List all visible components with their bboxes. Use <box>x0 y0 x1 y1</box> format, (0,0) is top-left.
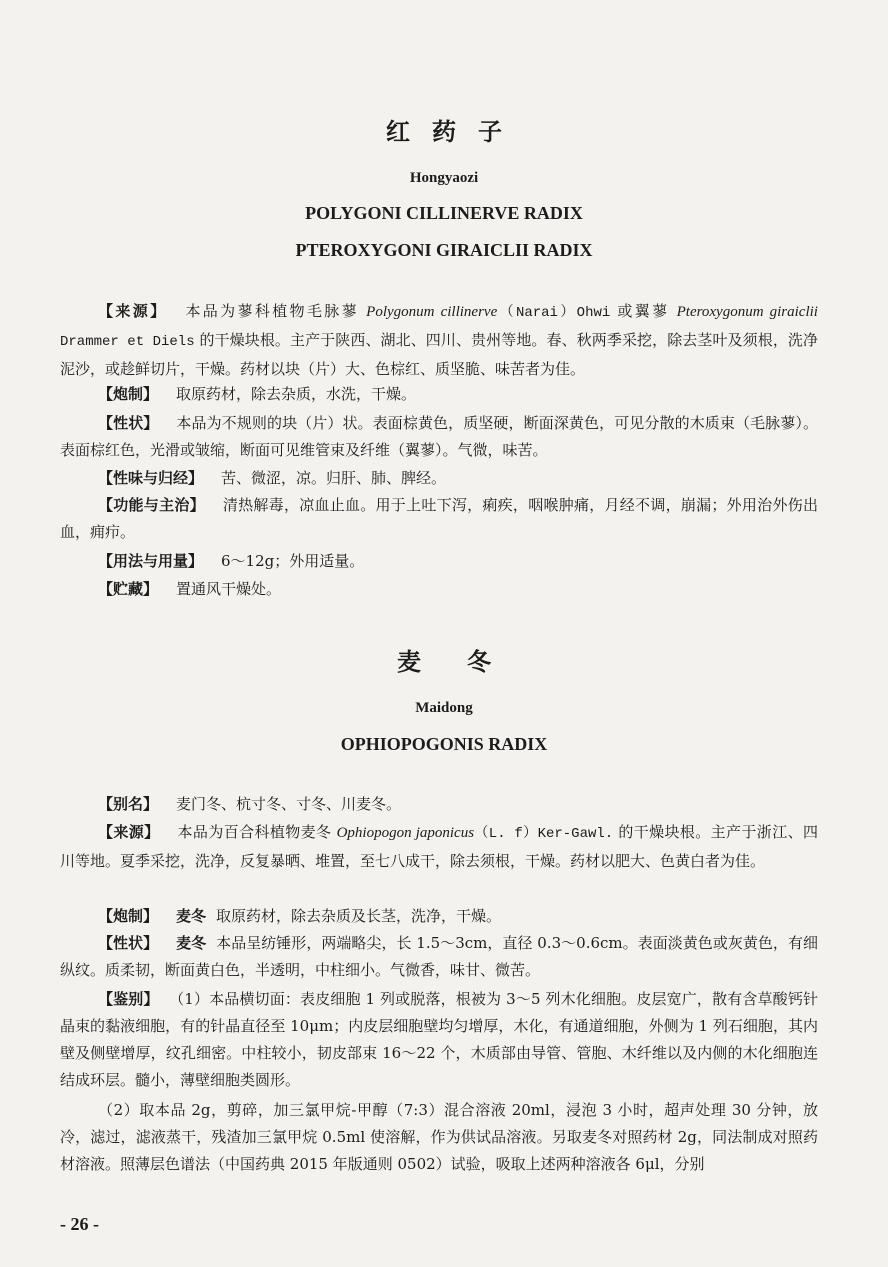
function-paragraph <box>60 492 818 546</box>
entry-pinyin: Maidong <box>415 700 473 716</box>
text: 的干燥块根。主产于陕西、湖北、四川、贵州等地。春、秋两季采挖，除去茎叶及须根，洗净泥沙，或趁鲜切片，干燥。药材以块（片）大、色棕红、质坚脆、味苦者为佳。 <box>60 331 819 378</box>
section-label: 【别名】 <box>98 795 159 813</box>
herb-name: 麦冬 <box>176 907 207 925</box>
section-label: 【贮藏】 <box>98 580 159 598</box>
text: （2）取本品 2g，剪碎，加三氯甲烷-甲醇（7:3）混合溶液 20ml，浸泡 3 小时，超声处理 30 分钟，放冷，滤过，滤液蒸干，残渣加三氯甲烷 0.5ml 使溶解，作为供试品溶液。另取麦冬对照药材 2g，同法制成对照药材溶液。照薄层色谱法（中国药典 2015 年版通则 0502）试验，吸取上述两种溶液各 6μl，分别 <box>60 1101 818 1173</box>
text: 或翼蓼 <box>610 302 677 320</box>
processing-paragraph <box>60 381 818 408</box>
section-label: 【炮制】 <box>98 907 159 925</box>
text: 6～12g；外用适量。 <box>221 552 365 570</box>
source-paragraph <box>60 819 818 875</box>
text: 取原药材，除去杂质及长茎，洗净，干燥。 <box>216 907 502 925</box>
alias-paragraph <box>60 791 818 818</box>
section-label: 【鉴别】 <box>98 990 159 1008</box>
text: 清热解毒，凉血止血。用于上吐下泻，痢疾，咽喉肿痛，月经不调，崩漏；外用治外伤出血，痈疖。 <box>60 496 818 541</box>
text: 本品为不规则的块（片）状。表面棕黄色，质坚硬，断面深黄色，可见分散的木质束（毛脉蓼）。表面棕红色，光滑或皱缩，断面可见维管束及纤维（翼蓼）。气微，味苦。 <box>60 414 818 459</box>
text: 苦、微涩，凉。归肝、肺、脾经。 <box>221 469 447 487</box>
entry-title: 麦冬 <box>397 648 537 676</box>
text: 的干燥块根。主产于浙江、四川等地。夏季采挖，洗净，反复暴晒、堆置，至七八成干，除去须根，干燥。药材以肥大、色黄白者为佳。 <box>60 823 818 870</box>
nature-paragraph <box>60 465 818 492</box>
section-label: 【功能与主治】 <box>98 496 205 514</box>
text: 本品呈纺锤形，两端略尖，长 1.5～3cm，直径 0.3～0.6cm。表面淡黄色或灰黄色，有细纵纹。质柔韧，断面黄白色，半透明，中柱细小。气微香，味甘、微苦。 <box>60 934 818 979</box>
section-label: 【炮制】 <box>98 385 159 403</box>
text: 麦门冬、杭寸冬、寸冬、川麦冬。 <box>176 795 402 813</box>
section-label: 【性味与归经】 <box>98 469 204 487</box>
entry-title: 红药子 <box>386 118 524 146</box>
entry-latin-name: PTEROXYGONI GIRAICLII RADIX <box>295 240 593 260</box>
section-label: 【用法与用量】 <box>98 552 204 570</box>
usage-paragraph <box>60 548 818 575</box>
latin-species: Pteroxygonum giraiclii <box>676 304 818 320</box>
entry-latin-name: POLYGONI CILLINERVE RADIX <box>305 203 583 223</box>
source-paragraph <box>60 298 818 383</box>
section-label: 【来源】 <box>98 302 168 320</box>
latin-species: Ophiopogon japonicus <box>336 825 475 841</box>
author-abbrev: Drammer et Diels <box>60 334 195 350</box>
section-label: 【性状】 <box>98 934 159 952</box>
latin-species: Polygonum cillinerve <box>366 304 498 320</box>
processing-paragraph <box>60 903 818 930</box>
description-paragraph <box>60 930 818 984</box>
text: （1）本品横切面：表皮细胞 1 列或脱落，根被为 3～5 列木化细胞。皮层宽广，散有含草酸钙针晶束的黏液细胞，有的针晶直径至 10μm；内皮层细胞壁均匀增厚，木化，有通道细胞，外侧为 1 列石细胞，其内壁及侧壁增厚，纹孔细密。中柱较小，韧皮部束 16～22 个，木质部由导管、管胞、木纤维以及内侧的木化细胞连结成环层。髓小，薄壁细胞类圆形。 <box>60 990 818 1089</box>
entry-pinyin: Hongyaozi <box>409 170 479 186</box>
description-paragraph <box>60 410 818 464</box>
author-abbrev: （L. f）Ker-Gawl. <box>474 826 614 842</box>
section-label: 【来源】 <box>98 823 160 841</box>
herb-name: 麦冬 <box>176 934 207 952</box>
text: 取原药材，除去杂质，水洗，干燥。 <box>176 385 417 403</box>
author-abbrev: （Narai）Ohwi <box>497 305 611 321</box>
identification-paragraph-2 <box>60 1097 818 1178</box>
text: 本品为蓼科植物毛脉蓼 <box>185 302 367 320</box>
text: 置通风干燥处。 <box>176 580 282 598</box>
section-label: 【性状】 <box>98 414 159 432</box>
storage-paragraph <box>60 576 818 603</box>
text: 本品为百合科植物麦冬 <box>177 823 337 841</box>
entry-latin-name: OPHIOPOGONIS RADIX <box>340 734 548 754</box>
identification-paragraph <box>60 986 818 1094</box>
page-number: - 26 - <box>60 1214 99 1234</box>
